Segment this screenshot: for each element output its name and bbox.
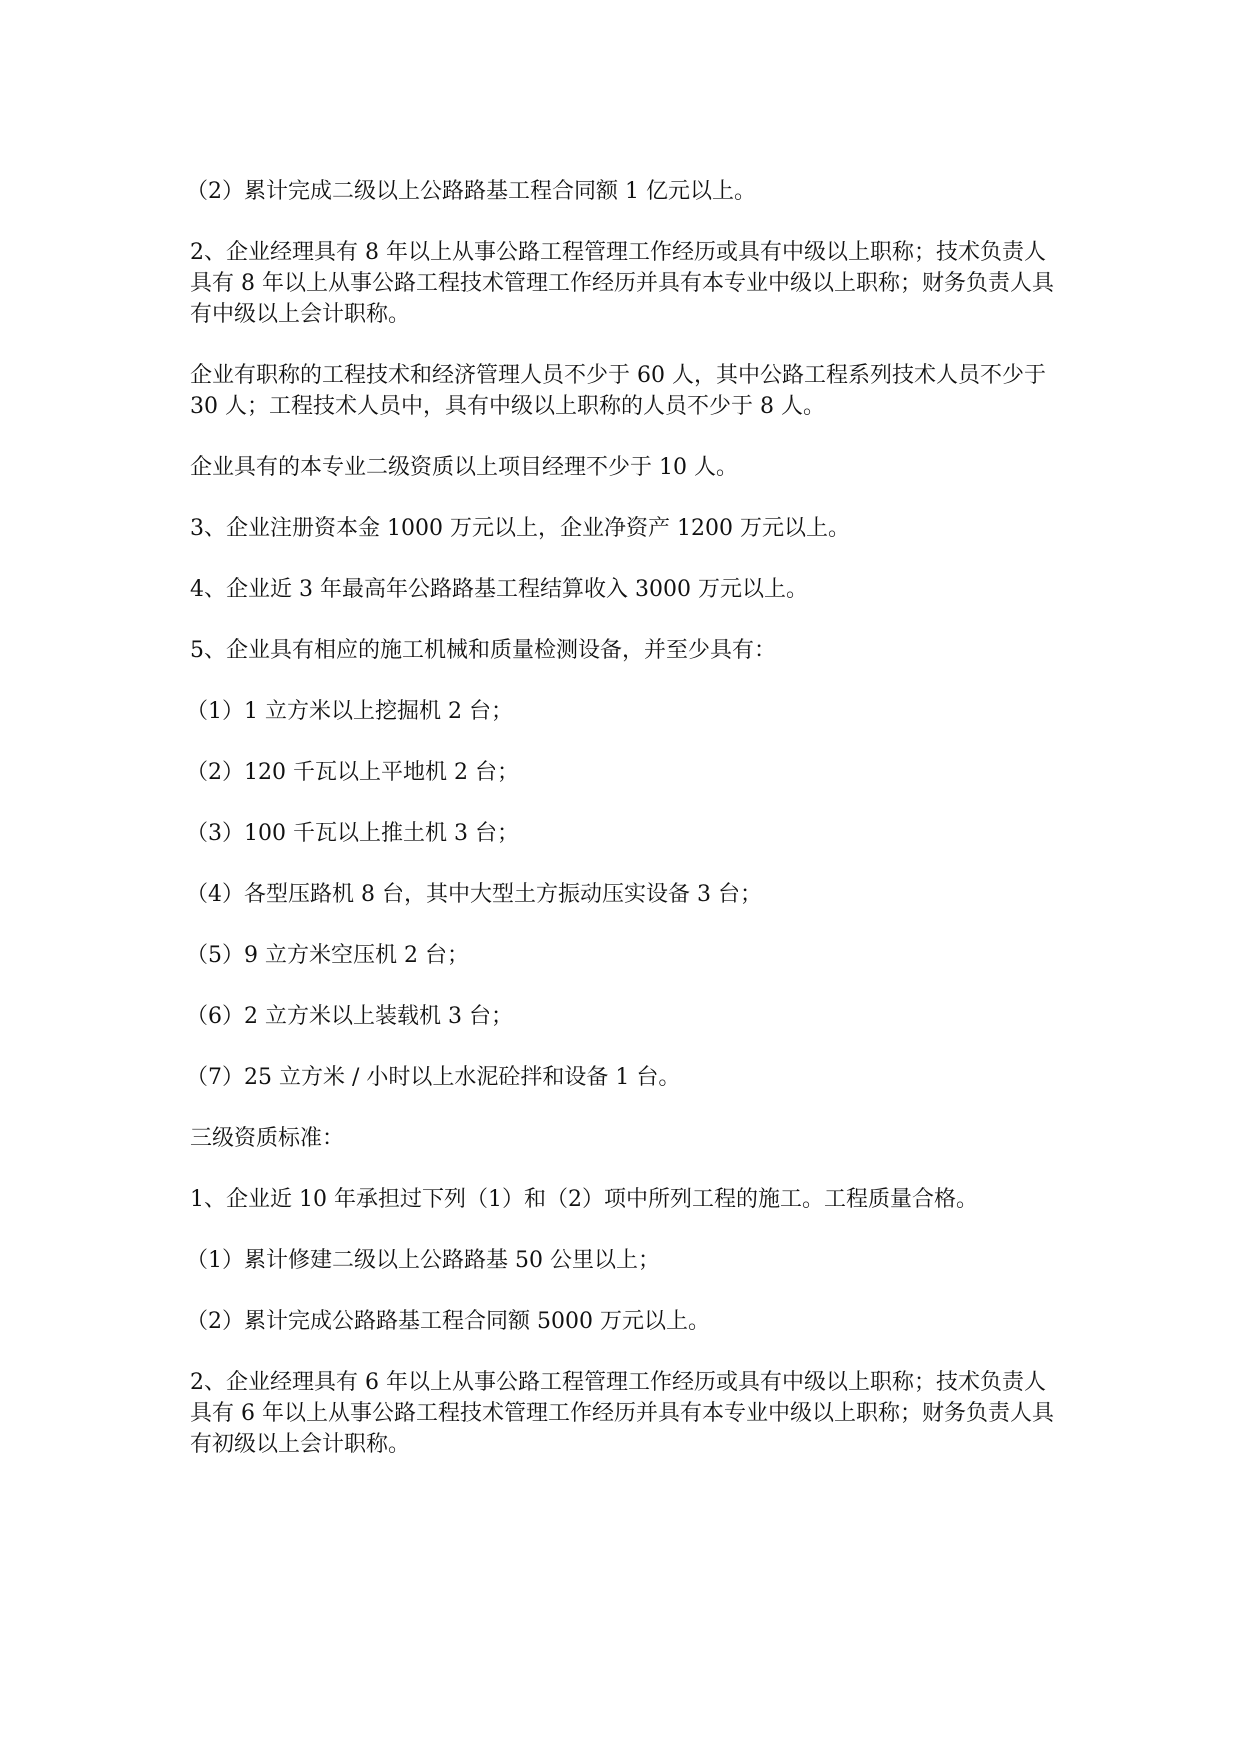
paragraph: 企业具有的本专业二级资质以上项目经理不少于 10 人。 <box>190 455 738 480</box>
paragraph-item: （6）2 立方米以上装载机 3 台； <box>186 1004 513 1029</box>
paragraph-item: （5）9 立方米空压机 2 台； <box>186 943 469 968</box>
paragraph: 1、企业近 10 年承担过下列（1）和（2）项中所列工程的施工。工程质量合格。 <box>190 1187 978 1212</box>
paragraph: 5、企业具有相应的施工机械和质量检测设备，并至少具有： <box>190 638 776 663</box>
paragraph-item: （1）1 立方米以上挖掘机 2 台； <box>186 699 513 724</box>
paragraph-item: （1）累计修建二级以上公路路基 50 公里以上； <box>186 1248 660 1273</box>
paragraph-item: （7）25 立方米 / 小时以上水泥砼拌和设备 1 台。 <box>186 1065 681 1090</box>
paragraph-item: （3）100 千瓦以上推土机 3 台； <box>186 821 519 846</box>
paragraph: 企业有职称的工程技术和经济管理人员不少于 60 人，其中公路工程系列技术人员不少于 30 人；工程技术人员中，具有中级以上职称的人员不少于 8 人。 <box>190 363 1046 419</box>
paragraph-item: （2）120 千瓦以上平地机 2 台； <box>186 760 519 785</box>
paragraph: 4、企业近 3 年最高年公路路基工程结算收入 3000 万元以上。 <box>190 577 808 602</box>
paragraph: 2、企业经理具有 6 年以上从事公路工程管理工作经历或具有中级以上职称；技术负责人具有 6 年以上从事公路工程技术管理工作经历并具有本专业中级以上职称；财务负责人具有初级以上会计职称。 <box>190 1370 1054 1457</box>
paragraph: 3、企业注册资本金 1000 万元以上，企业净资产 1200 万元以上。 <box>190 516 850 541</box>
section-heading: 三级资质标准： <box>190 1126 345 1151</box>
paragraph-item: （2）累计完成二级以上公路路基工程合同额 1 亿元以上。 <box>186 179 756 204</box>
paragraph-item: （4）各型压路机 8 台，其中大型土方振动压实设备 3 台； <box>186 882 762 907</box>
paragraph-item: （2）累计完成公路路基工程合同额 5000 万元以上。 <box>186 1309 710 1334</box>
paragraph: 2、企业经理具有 8 年以上从事公路工程管理工作经历或具有中级以上职称；技术负责人具有 8 年以上从事公路工程技术管理工作经历并具有本专业中级以上职称；财务负责人具有中级以上会计职称。 <box>190 240 1054 327</box>
document-body <box>186 176 1056 1490</box>
